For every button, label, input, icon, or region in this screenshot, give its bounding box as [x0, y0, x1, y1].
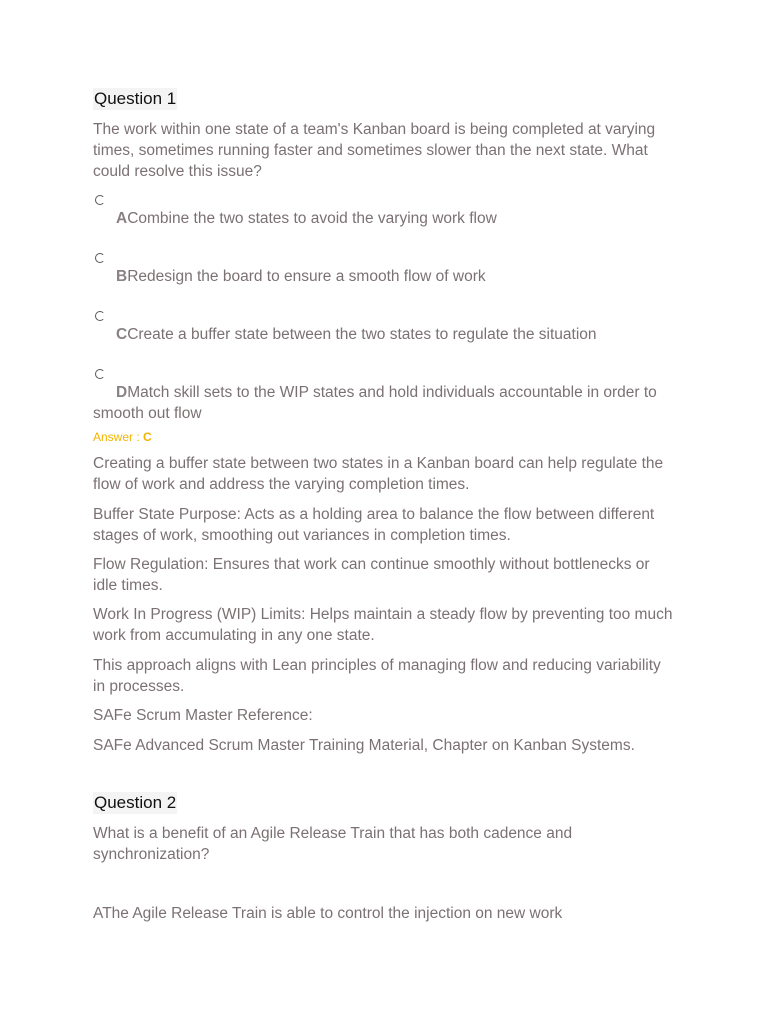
option-label: Match skill sets to the WIP states and hold individuals accountable in order to smooth out flow — [93, 384, 657, 422]
question-2-option-a[interactable] — [93, 903, 673, 924]
reference-source: SAFe Advanced Scrum Master Training Material, Chapter on Kanban Systems. — [93, 737, 635, 754]
radio-button[interactable] — [95, 253, 105, 263]
reference-heading: SAFe Scrum Master Reference: — [93, 707, 313, 724]
answer-line — [93, 428, 673, 446]
radio-button[interactable] — [95, 195, 105, 205]
question-title: Question 2 — [94, 793, 177, 812]
explanation-5 — [93, 655, 673, 697]
question-prompt: What is a benefit of an Agile Release Train that has both cadence and synchronization? — [93, 825, 573, 863]
explanation-paragraph: Buffer State Purpose: Acts as a holding area to balance the flow between different stages of work, smoothing out variances in completion times. — [93, 506, 655, 544]
answer-value: C — [143, 430, 152, 444]
option-a[interactable] — [93, 195, 673, 229]
explanation-4 — [93, 604, 673, 646]
radio-button[interactable] — [95, 311, 105, 321]
explanation-paragraph: This approach aligns with Lean principles of managing flow and reducing variability in processes. — [93, 657, 661, 695]
question-prompt: The work within one state of a team's Kanban board is being completed at varying times, sometimes running faster and sometimes slower than the next state. What could resolve this issue? — [93, 121, 656, 180]
question-title: Question 1 — [94, 89, 177, 108]
option-letter: A — [116, 210, 128, 227]
option-c[interactable] — [93, 311, 673, 345]
option-label: Combine the two states to avoid the varying work flow — [127, 210, 497, 227]
explanation-7 — [93, 735, 673, 756]
explanation-1 — [93, 453, 673, 495]
option-b[interactable] — [93, 253, 673, 287]
explanation-6 — [93, 705, 673, 726]
question-2-heading — [93, 792, 673, 814]
explanation-paragraph: Creating a buffer state between two states in a Kanban board can help regulate the flow of work and address the varying completion times. — [93, 455, 664, 493]
option-letter: C — [116, 326, 128, 343]
option-letter: B — [116, 268, 128, 285]
option-text — [93, 324, 673, 345]
question-1-heading — [93, 88, 673, 110]
answer-label: Answer : — [93, 430, 144, 444]
option-d[interactable] — [93, 369, 673, 424]
explanation-paragraph: Work In Progress (WIP) Limits: Helps maintain a steady flow by preventing too much work from accumulating in any one state. — [93, 606, 673, 644]
explanation-2 — [93, 504, 673, 546]
option-text — [93, 382, 673, 424]
option-text — [93, 208, 673, 229]
option-letter: D — [116, 384, 128, 401]
option-label: Redesign the board to ensure a smooth flow of work — [127, 268, 486, 285]
option-label: Create a buffer state between the two states to regulate the situation — [127, 326, 597, 343]
explanation-3 — [93, 554, 673, 596]
explanation-paragraph: Flow Regulation: Ensures that work can continue smoothly without bottlenecks or idle times. — [93, 556, 650, 594]
question-1-prompt-block — [93, 119, 673, 182]
option-text — [93, 266, 673, 287]
question-2-prompt-block — [93, 823, 673, 865]
radio-button[interactable] — [95, 369, 105, 379]
option-label: AThe Agile Release Train is able to control the injection on new work — [93, 905, 563, 922]
